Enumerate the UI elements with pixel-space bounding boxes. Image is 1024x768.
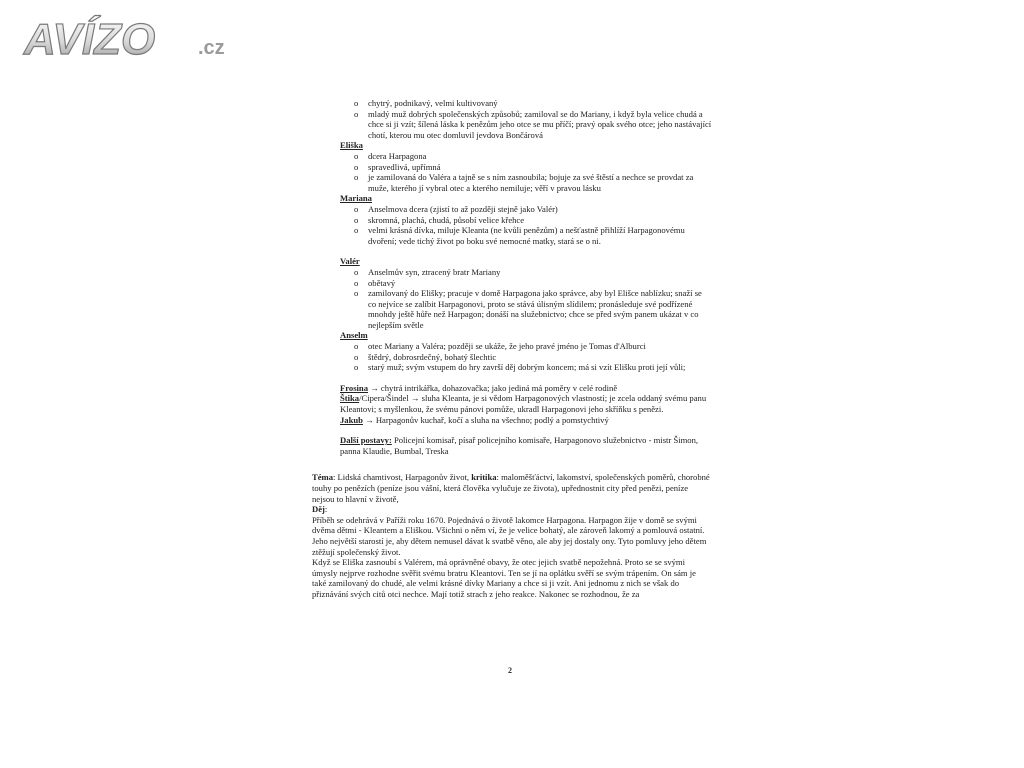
minor-character xyxy=(340,393,712,414)
minor-character-text: → Harpagonův kuchař, kočí a sluha na všechno; podlý a pomstychtivý xyxy=(362,414,609,425)
bullet-item: o skromná, plachá, chudá, působí velice křehce xyxy=(368,215,712,226)
character-name: Valér xyxy=(340,256,360,267)
bullet-item: o velmi krásná dívka, miluje Kleanta (ne kvůli penězům) a nešťastně přihlíží Harpagonovému dvoření; vede tichý život po boku své nemocné matky, stará se o ni. xyxy=(368,225,712,246)
minor-character-name: Štika xyxy=(340,393,360,404)
others-label: Další postavy: xyxy=(340,435,392,446)
bullet-item: o je zamilovaná do Valéra a tajně se s ním zasnoubila; bojuje za své štěstí a nechce se provdat za muže, kterého jí vybral otec a kterého nemiluje; věří v pravou lásku xyxy=(368,172,712,193)
character-bullets xyxy=(312,204,712,246)
avizo-logo[interactable] xyxy=(22,14,242,64)
plot-heading xyxy=(312,504,712,515)
minor-character-name: Jakub xyxy=(340,414,363,425)
minor-characters xyxy=(312,383,712,425)
plot-label: Děj xyxy=(312,504,325,515)
character-bullets xyxy=(312,341,712,373)
bullet-item: o dcera Harpagona xyxy=(368,151,712,162)
theme-label: Téma xyxy=(312,472,334,483)
svg-text:AVÍZO: AVÍZO xyxy=(24,15,156,64)
bullet-item: o starý muž; svým vstupem do hry završí děj dobrým koncem; má si vzít Elišku proti její vůli; xyxy=(368,362,712,373)
svg-text:.cz: .cz xyxy=(198,37,225,59)
bullet-item: o Anselmův syn, ztracený bratr Mariany xyxy=(368,267,712,278)
bullet-item: o zamilovaný do Elišky; pracuje v domě Harpagona jako správce, aby byl Elišce nablízku; snaží se co nejvíce se zalíbit Harpagonovi, proto se stává úlisným slídilem; pronásleduje své podřízené mnohdy ještě hůře než Harpagon; donáší na služebnictvo; chce se před svým panem ukázat v co nejlepším světle xyxy=(368,288,712,330)
minor-character xyxy=(340,415,712,426)
character-bullets xyxy=(312,98,712,140)
bullet-item: o chytrý, podnikavý, velmi kultivovaný xyxy=(368,98,712,109)
character-list xyxy=(312,98,712,373)
other-characters xyxy=(340,435,712,456)
minor-character-text: → chytrá intrikářka, dohazovačka; jako jediná má poměry v celé rodině xyxy=(368,382,618,393)
critique-text: : maloměšťáctví, lakomství, společenských poměrů, chorobné touhy po penězích (peníze jsou vášní, která člověka vylučuje ze života), upřednostnit city před penězi, peníze nejsou to hlavní v životě, xyxy=(312,472,710,504)
character-name: Eliška xyxy=(340,140,363,151)
others-text: Policejní komisař, písař policejního komisaře, Harpagonovo služebnictvo - mistr Šimon, panna Klaudie, Bumbal, Treska xyxy=(340,435,699,456)
bullet-item: o otec Mariany a Valéra; později se ukáže, že jeho pravé jméno je Tomas d'Alburci xyxy=(368,341,712,352)
minor-character-text: /Cipera/Šindel → sluha Kleanta, je si vědom Harpagonových vlastností; je zcela oddaný svému panu Kleantovi; s myšlenkou, že svému pánovi pomůže, ukradl Harpagonovi jeho skříňku s penězi. xyxy=(340,393,707,415)
plot-paragraph-1: Příběh se odehrává v Paříži roku 1670. Pojednává o životě lakomce Harpagona. Harpagon žije v domě se svými dvěma dětmi - Kleantem a Eliškou. Všichni o něm ví, že je velice bohatý, ale zároveň lakomý a pomlouvá ostatní. Jeho největší starostí je, aby dětem nemusel dávat k svatbě věno, ale aby jej dostaly ony. Tyto pomluvy jeho dětem ztěžují společenský život. xyxy=(312,514,707,557)
bullet-item: o mladý muž dobrých společenských způsobů; zamiloval se do Mariany, i když byla velice chudá a chce si ji vzít; šílená láska k penězům jeho otce se mu příčí; pravý opak svého otce; jeho nastávající chotí, kterou mu otec domluvil jevdova Bončárová xyxy=(368,109,712,141)
bullet-item: o Anselmova dcera (zjistí to až později stejně jako Valér) xyxy=(368,204,712,215)
document-page xyxy=(312,98,712,600)
plot-colon: : xyxy=(324,504,328,515)
character-bullets xyxy=(312,151,712,193)
critique-label: kritika xyxy=(471,472,497,483)
bullet-item: o obětavý xyxy=(368,278,712,289)
bullet-item: o štědrý, dobrosrdečný, bohatý šlechtic xyxy=(368,352,712,363)
character-name: Anselm xyxy=(340,330,368,341)
plot-paragraph-2: Když se Eliška zasnoubí s Valérem, má oprávněné obavy, že otec jejich svatbě nepožehná. Proto se se svými úmysly nejprve rozhodne svěřit svému bratru Kleantovi. Ten se jí na oplátku svěří se svým trápením. On sám je také zamilovaný do chudé, ale velmi krásné dívky Mariany a chce si ji vzít. Ani jednomu z nich se však do přiznávání svých citů otci nechce. Mají totiž strach z jeho reakce. Nakonec se rozhodnou, že za xyxy=(312,557,696,599)
theme-paragraph xyxy=(312,472,712,504)
character-name: Mariana xyxy=(340,193,372,204)
character-bullets xyxy=(312,267,712,331)
page-number: 2 xyxy=(508,666,512,675)
theme-text: : Lidská chamtivost, Harpagonův život, xyxy=(333,472,472,483)
bullet-item: o spravedlivá, upřímná xyxy=(368,162,712,173)
minor-character-name: Frosina xyxy=(340,382,369,393)
minor-character xyxy=(340,383,712,394)
